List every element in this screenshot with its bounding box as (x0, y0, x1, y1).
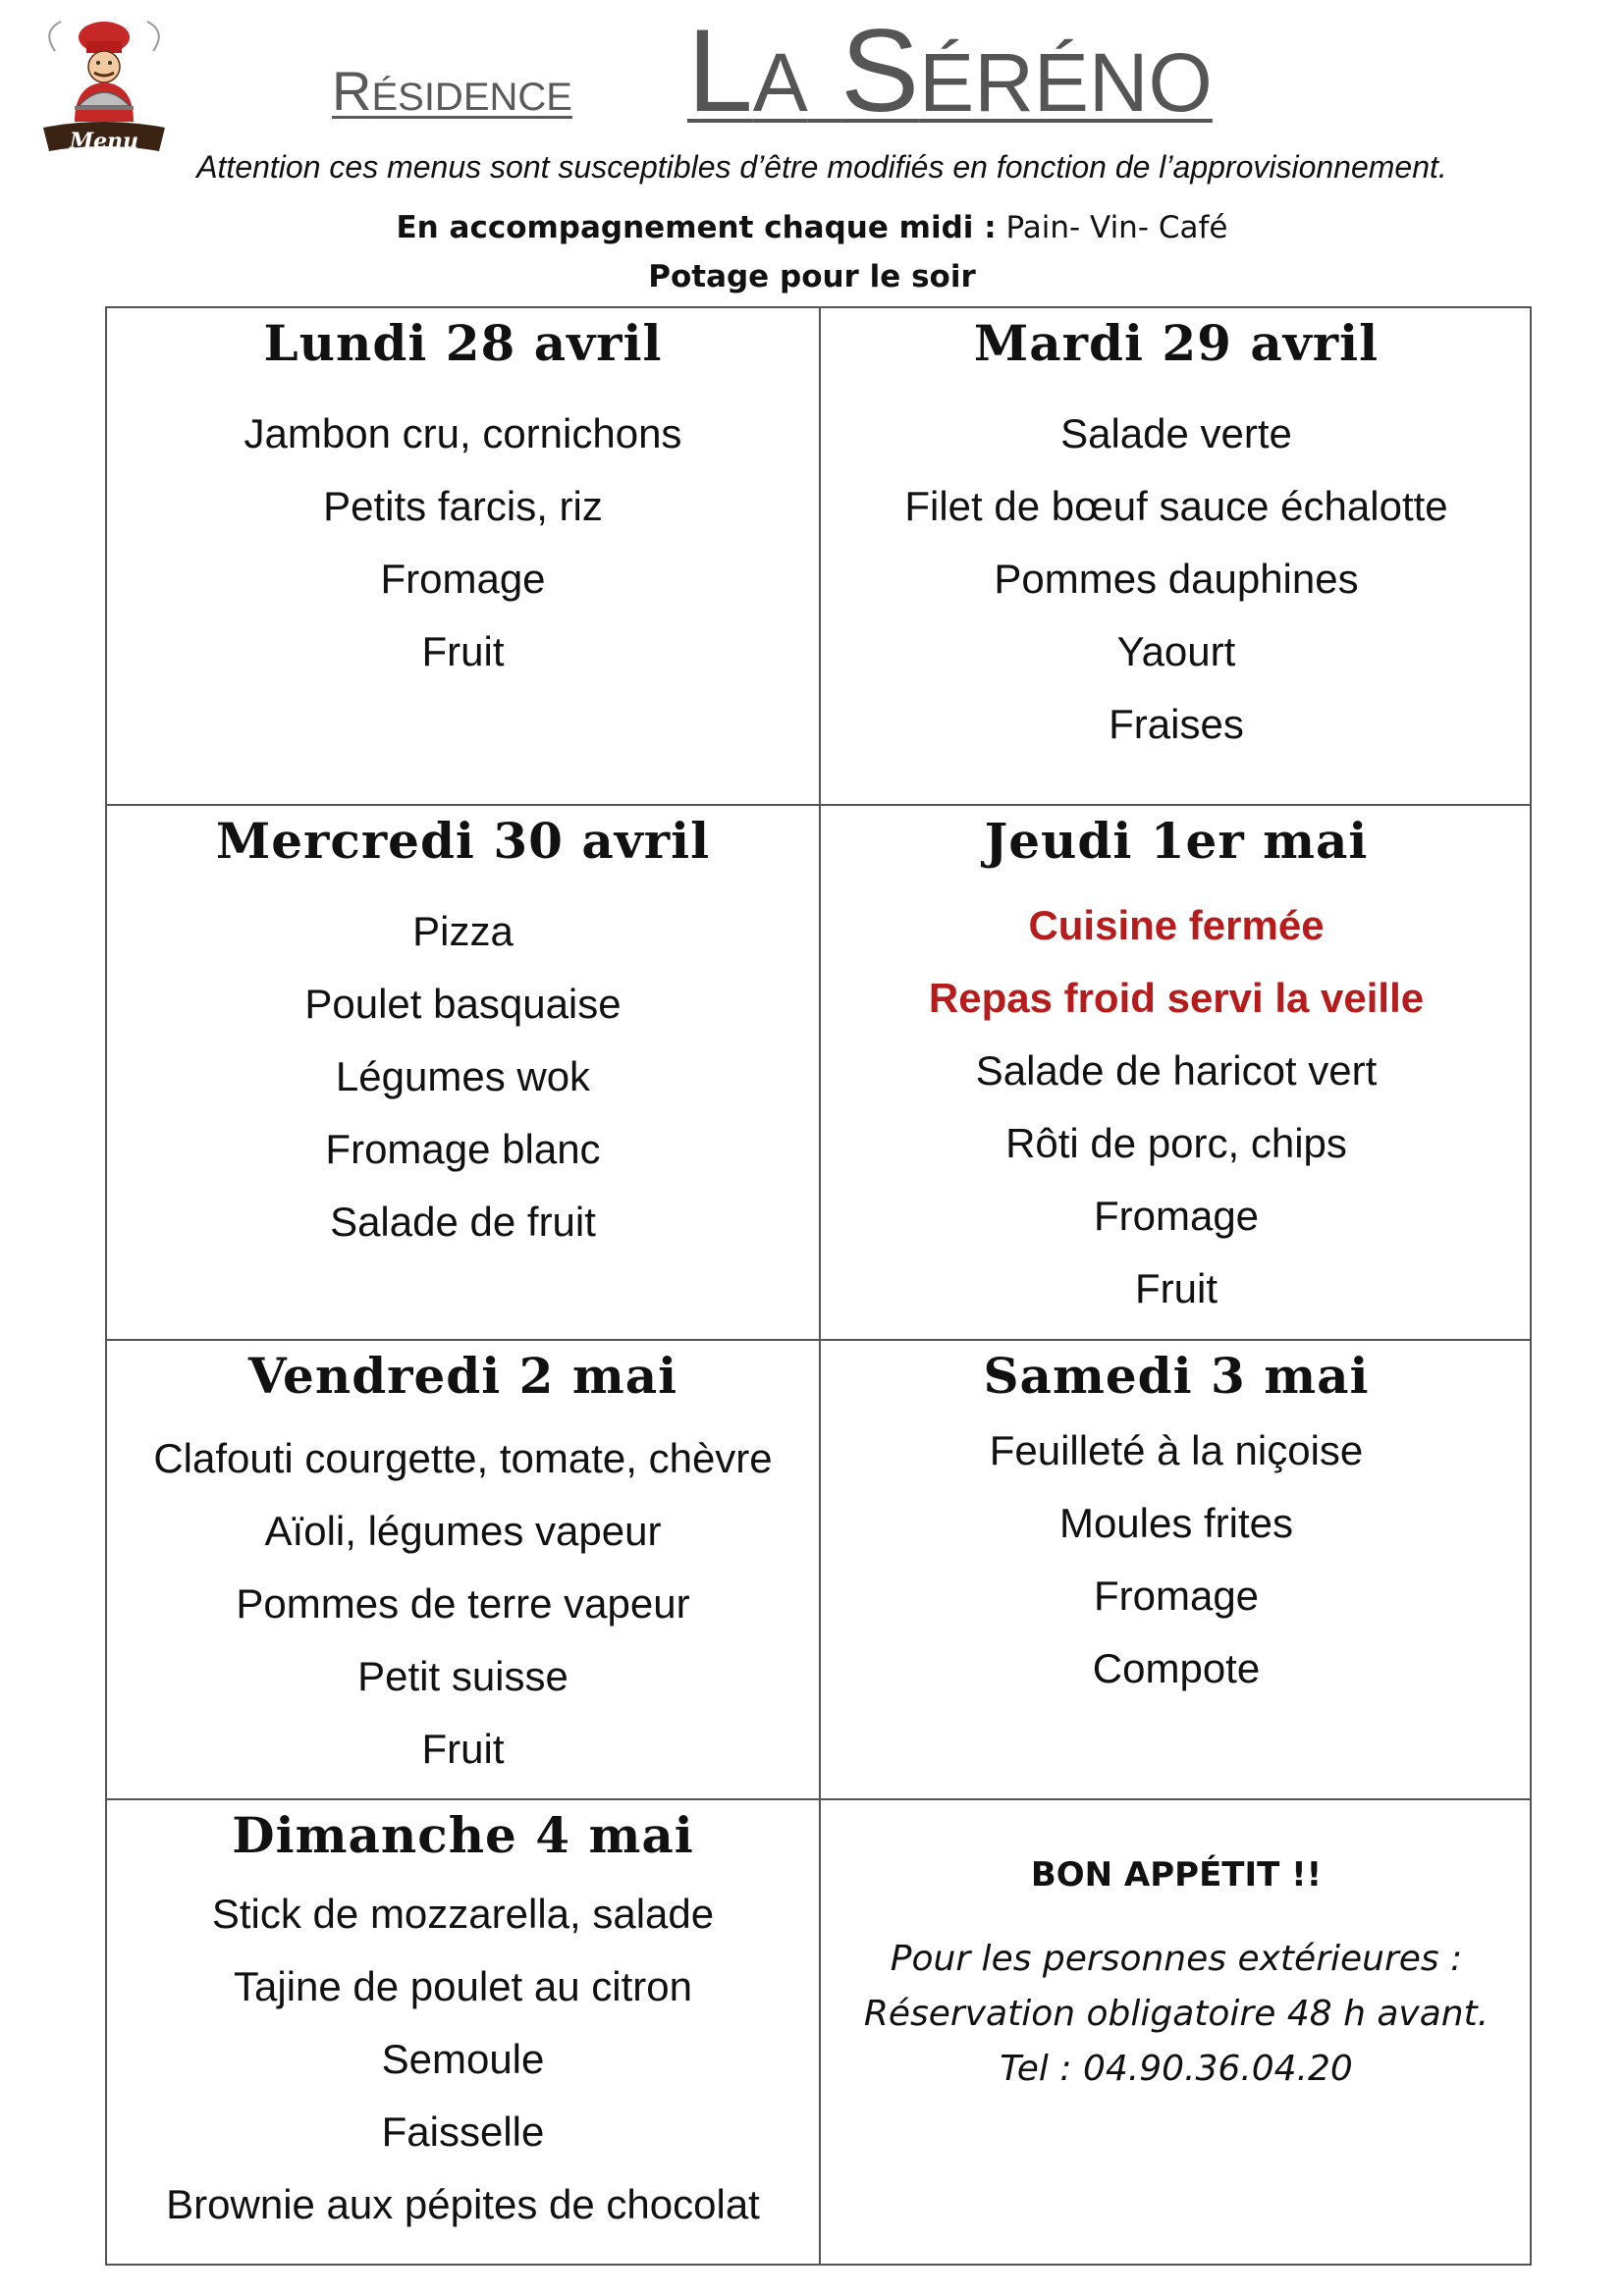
bon-appetit-text: BON APPÉTIT !! (1030, 1855, 1323, 1895)
phone-number: Tel : 04.90.36.04.20 (1000, 2049, 1353, 2089)
title-residence-name (687, 6, 1213, 135)
menu-table (105, 306, 1532, 2266)
menu-item: Fruit (421, 1726, 505, 1772)
menu-item: Fraises (1109, 701, 1244, 747)
menu-item: Légumes wok (335, 1053, 591, 1099)
menu-item: Rôti de porc, chips (1005, 1120, 1347, 1166)
menu-item: Filet de bœuf sauce échalotte (904, 483, 1448, 529)
menu-item: Fruit (421, 628, 505, 674)
day-title: Dimanche 4 mai (232, 1806, 694, 1864)
logo-text: Menu (69, 129, 139, 154)
menu-item: Fruit (1135, 1265, 1218, 1311)
page-title (0, 0, 1624, 137)
external-guests-info (821, 1932, 1532, 2097)
day-cell-vendredi (107, 1341, 819, 1798)
menu-item: Fromage (1093, 1573, 1260, 1619)
title-name-rest-2: ÉRÉNO (919, 36, 1213, 129)
notice-line (0, 149, 1624, 186)
menu-item: Jambon cru, cornichons (244, 410, 682, 456)
day-title: Mardi 29 avril (973, 314, 1380, 372)
menu-item: Tajine de poulet au citron (234, 1963, 692, 2009)
day-items (821, 1415, 1532, 1705)
closure-notice: Repas froid servi la veille (928, 975, 1425, 1021)
day-title: Samedi 3 mai (983, 1347, 1370, 1405)
accompaniment-line (0, 210, 1624, 245)
menu-item: Faisselle (381, 2109, 545, 2155)
day-cell-mardi (821, 308, 1532, 804)
menu-item: Salade de haricot vert (975, 1047, 1378, 1094)
title-residence (332, 59, 572, 123)
day-items (107, 398, 819, 688)
day-cell-jeudi (821, 806, 1532, 1339)
day-items (107, 895, 819, 1258)
day-title: Mercredi 30 avril (215, 812, 711, 870)
closure-notice: Cuisine fermée (1028, 902, 1325, 948)
day-items (821, 398, 1532, 761)
menu-item: Compote (1092, 1645, 1261, 1691)
title-residence-initial: R (332, 60, 372, 122)
accompaniment-value: Pain- Vin- Café (996, 210, 1228, 245)
day-items (107, 1422, 819, 1786)
notice-text: Attention ces menus sont susceptibles d’être modifiés en fonction de l’approvisionnement. (196, 149, 1447, 185)
menu-item: Pommes dauphines (994, 556, 1359, 602)
day-items (821, 889, 1532, 1325)
menu-item: Pizza (412, 908, 514, 954)
title-name-initial-1: L (687, 5, 753, 136)
day-title: Lundi 28 avril (263, 314, 663, 372)
day-items (107, 1878, 819, 2241)
menu-item: Pommes de terre vapeur (236, 1580, 690, 1627)
menu-item: Feuilleté à la niçoise (989, 1427, 1364, 1473)
menu-item: Fromage (380, 556, 546, 602)
menu-item: Aïoli, légumes vapeur (264, 1508, 662, 1554)
menu-item: Clafouti courgette, tomate, chèvre (153, 1435, 773, 1481)
day-title: Vendredi 2 mai (247, 1347, 678, 1405)
menu-item: Salade de fruit (330, 1199, 596, 1245)
menu-item: Stick de mozzarella, salade (211, 1891, 715, 1937)
menu-item: Moules frites (1058, 1500, 1294, 1546)
menu-item: Fromage blanc (325, 1126, 601, 1172)
menu-item: Semoule (381, 2036, 545, 2082)
external-guests-line: Pour les personnes extérieures : (890, 1939, 1463, 1979)
reservation-line: Réservation obligatoire 48 h avant. (863, 1994, 1489, 2034)
menu-item: Petit suisse (357, 1653, 568, 1699)
title-name-initial-2: S (840, 5, 920, 136)
day-title: Jeudi 1er mai (984, 812, 1369, 870)
menu-item: Fromage (1093, 1193, 1260, 1239)
menu-item: Yaourt (1116, 628, 1236, 674)
title-residence-rest: ÉSIDENCE (371, 76, 572, 119)
potage-line: Potage pour le soir (648, 259, 976, 294)
menu-item: Poulet basquaise (304, 981, 622, 1027)
day-cell-samedi (821, 1341, 1532, 1798)
menu-item: Petits farcis, riz (323, 483, 603, 529)
title-name-rest-1: A (752, 36, 808, 129)
info-cell (821, 1800, 1532, 2264)
menu-item: Brownie aux pépites de chocolat (166, 2181, 760, 2227)
menu-item: Salade verte (1060, 410, 1292, 456)
day-cell-mercredi (107, 806, 819, 1339)
day-cell-dimanche (107, 1800, 819, 2264)
accompaniment-label: En accompagnement chaque midi : (396, 210, 997, 245)
day-cell-lundi (107, 308, 819, 804)
